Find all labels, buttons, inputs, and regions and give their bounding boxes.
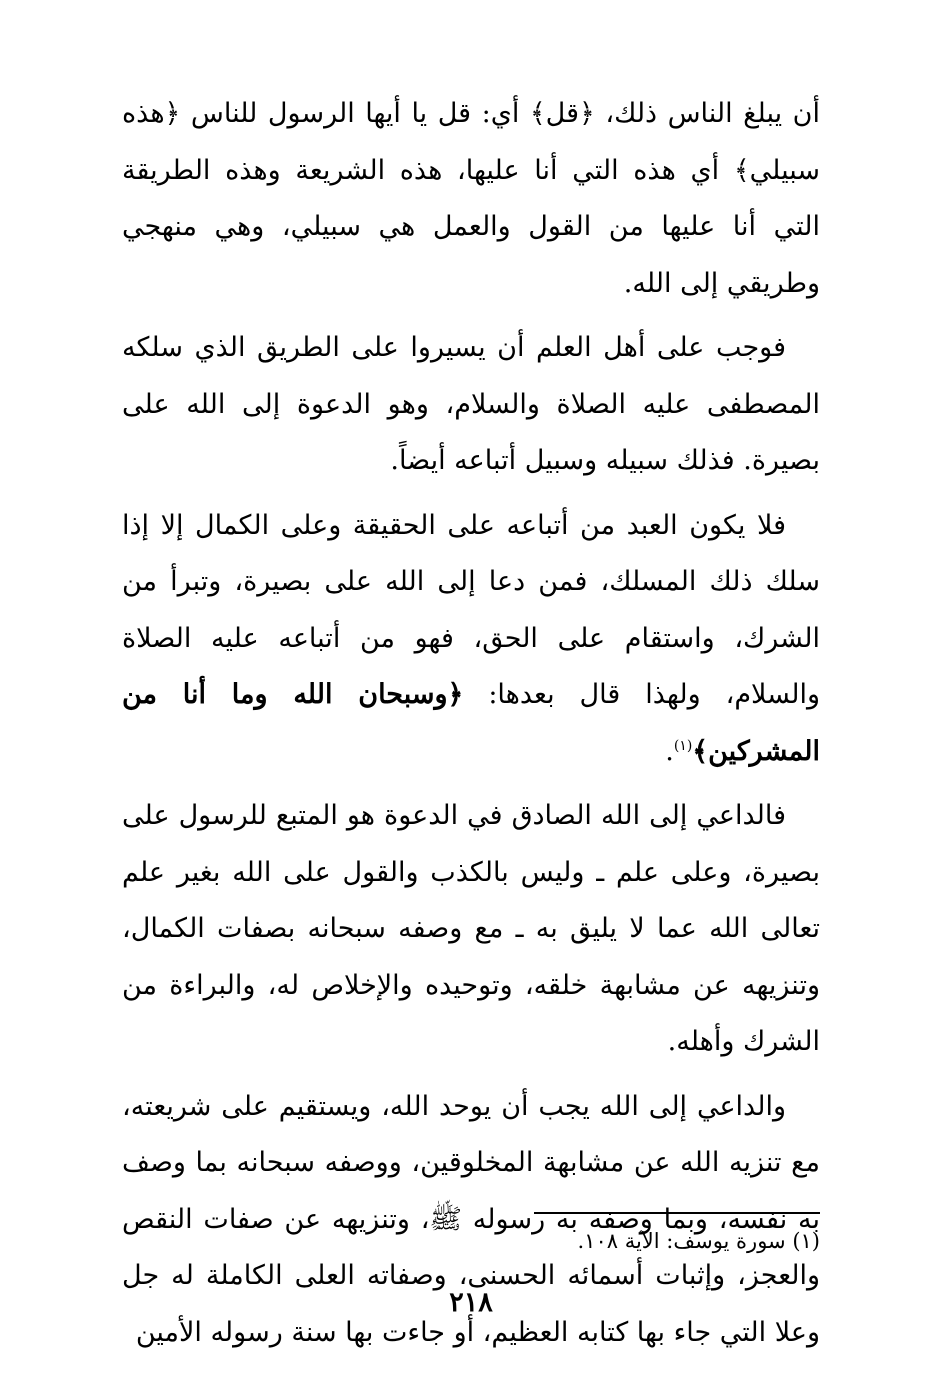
paragraph-3 [122,498,820,781]
page-number: ٢١٨ [449,1287,493,1318]
paragraph-4: فالداعي إلى الله الصادق في الدعوة هو المتبع للرسول على بصيرة، وعلى علم ـ وليس بالكذب والقول على الله بغير علم تعالى الله عما لا يليق به ـ مع وصفه سبحانه بصفات الكمال، وتنزيهه عن مشابهة خلقه، وتوحيده والإخلاص له، والبراءة من الشرك وأهله. [122,800,820,1057]
paragraph-1: أن يبلغ الناس ذلك، ﴿قل﴾ أي: قل يا أيها الرسول للناس ﴿هذه سبيلي﴾ أي هذه التي أنا عليها، هذه الشريعة وهذه الطريقة التي أنا عليها من القول والعمل هي سبيلي، وهي منهجي وطريقي إلى الله. [122,98,820,299]
paragraph-3-text: فلا يكون العبد من أتباعه على الحقيقة وعلى الكمال إلا إذا سلك ذلك المسلك، فمن دعا إلى الله على بصيرة، وتبرأ من الشرك، واستقام على الحق، فهو من أتباعه عليه الصلاة والسلام، ولهذا قال بعدها: [122,509,821,710]
footnote-reference: (١) [673,737,693,754]
footnote: (١) سورة يوسف: الآية ١٠٨. [577,1229,820,1253]
paragraph-2: فوجب على أهل العلم أن يسيروا على الطريق الذي سلكه المصطفى عليه الصلاة والسلام، وهو الدعوة إلى الله على بصيرة. فذلك سبيله وسبيل أتباعه أيضاً. [122,332,820,476]
quran-quote: ﴿وسبحان الله وما أنا من المشركين﴾ [122,679,820,767]
paragraph-3-end: . [665,735,674,767]
paragraph-5: والداعي إلى الله يجب أن يوحد الله، ويستقيم على شريعته، مع تنزيه الله عن مشابهة المخلوقين، ووصفه سبحانه بما وصف به نفسه، وبما وصفه به رسوله ﷺ، وتنزيهه عن صفات النقص والعجز، وإثبات أسمائه الحسنى، وصفاته العلى الكاملة له جل وعلا التي جاء بها كتابه العظيم، أو جاءت بها سنة رسوله الأمين [122,1090,820,1348]
footnote-divider [534,1212,820,1214]
body-text [122,86,820,1361]
